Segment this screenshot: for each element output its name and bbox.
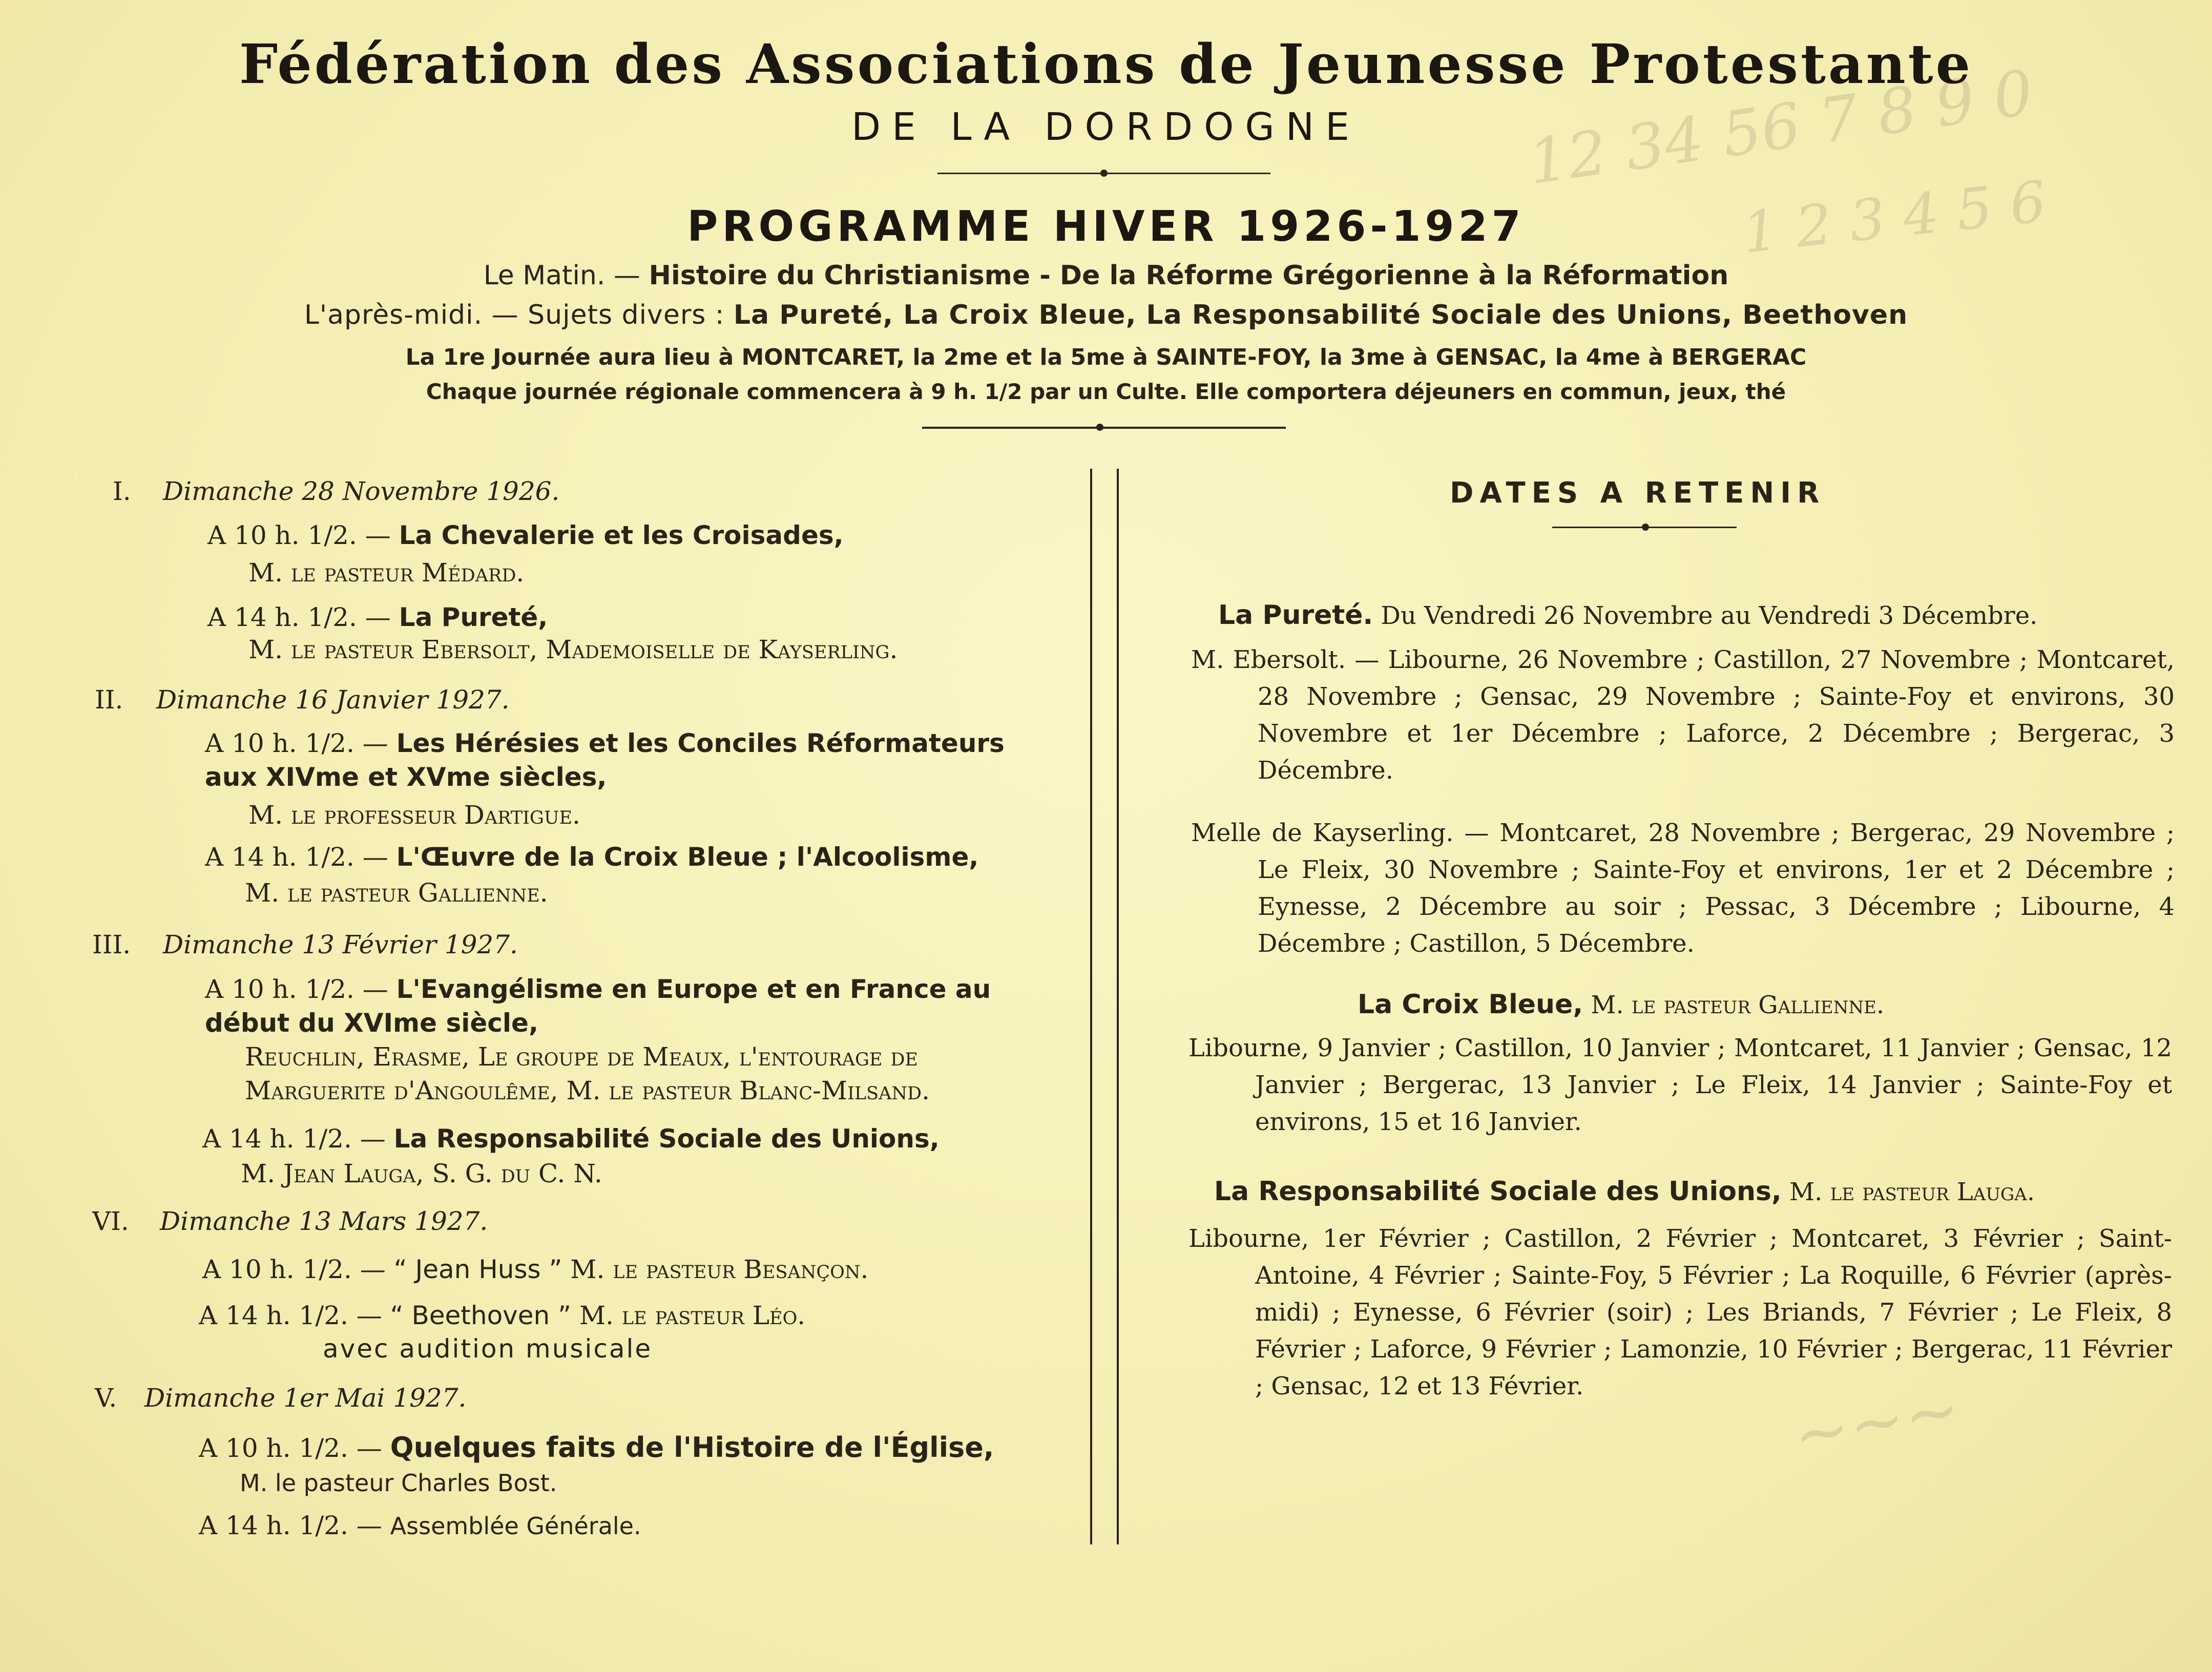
talk-title: Quelques faits de l'Histoire de l'Église,	[390, 1431, 994, 1464]
document-subtitle: DE LA DORDOGNE	[851, 105, 1361, 149]
talk-entry: A 10 h. 1/2. — Quelques faits de l'Histoire de l'Église,	[199, 1431, 994, 1464]
session-date: Dimanche 13 Février 1927.	[163, 930, 518, 959]
talk-title: “ Beethoven ”	[390, 1301, 572, 1330]
talk-entry: A 10 h. 1/2. — L'Evangélisme en Europe et en France au début du XVIme siècle,	[205, 974, 991, 1038]
talk-speaker: M. le pasteur Besançon.	[570, 1255, 869, 1284]
handwriting-bleed: 12 34 56 7 8 9 0	[1524, 57, 2038, 199]
column-divider	[1117, 469, 1119, 1544]
resp-header	[1214, 1173, 2116, 1210]
talk-entry: A 10 h. 1/2. — La Chevalerie et les Croisades,	[207, 520, 844, 550]
croix-header	[1358, 986, 2126, 1023]
talk-title: L'Evangélisme en Europe et en France au début du XVIme siècle,	[205, 974, 991, 1038]
session-number: III.	[92, 930, 131, 959]
session-date: Dimanche 28 Novembre 1926.	[163, 476, 560, 506]
morning-label: Le Matin. —	[483, 260, 640, 291]
talk-entry: A 10 h. 1/2. — “ Jean Huss ” M. le pasteur Besançon.	[202, 1255, 869, 1284]
talk-title: La Responsabilité Sociale des Unions,	[393, 1124, 940, 1154]
talk-entry: A 14 h. 1/2. — La Responsabilité Sociale des Unions,	[202, 1124, 940, 1154]
purete-range: Du Vendredi 26 Novembre au Vendredi 3 Décembre.	[1381, 601, 2038, 630]
talk-entry: A 14 h. 1/2. — Assemblée Générale.	[199, 1511, 641, 1540]
talk-entry: A 14 h. 1/2. — L'Œuvre de la Croix Bleue ; l'Alcoolisme,	[205, 842, 979, 872]
handwriting-bleed: ∼∼∼	[1787, 1369, 1966, 1475]
session-number: I.	[113, 476, 131, 506]
schedule-line: Chaque journée régionale commencera à 9 h. 1/2 par un Culte. Elle comportera déjeuners en commun, jeux, thé	[426, 379, 1786, 404]
croix-title: La Croix Bleue,	[1358, 989, 1583, 1020]
resp-speaker: M. le pasteur Lauga.	[1789, 1178, 2035, 1206]
purete-title: La Pureté.	[1218, 600, 1373, 631]
program-heading: PROGRAMME HIVER 1926-1927	[687, 202, 1525, 251]
talk-speaker: Assemblée Générale.	[390, 1512, 641, 1540]
croix-speaker: M. le pasteur Gallienne.	[1591, 991, 1885, 1019]
talk-entry: A 14 h. 1/2. — La Pureté,	[207, 602, 548, 632]
talk-speaker: M. le pasteur Charles Bost.	[240, 1469, 557, 1497]
talk-speaker: M. le pasteur Gallienne.	[245, 878, 548, 908]
talk-extra: avec audition musicale	[323, 1334, 653, 1364]
purete-header	[1218, 597, 2099, 634]
handwriting-bleed: 1 2 3 4 5 6	[1739, 169, 2049, 266]
talk-title: Les Hérésies et les Conciles Réformateurs aux XIVme et XVme siècles,	[205, 728, 1005, 792]
croix-schedule: Libourne, 9 Janvier ; Castillon, 10 Janvier ; Montcaret, 11 Janvier ; Gensac, 12 Janvier ; Bergerac, 13 Janvier ; Le Fleix, 14 Janvier ; Sainte-Foy et environs, 15 et 16 Janvier.	[1188, 1034, 2172, 1136]
talk-speaker: M. le professeur Dartigue.	[248, 800, 580, 830]
talk-speaker: M. Jean Lauga, S. G. du C. N.	[241, 1159, 602, 1188]
afternoon-line	[0, 300, 2212, 330]
session-date: Dimanche 13 Mars 1927.	[160, 1206, 488, 1236]
column-divider	[1090, 469, 1092, 1544]
session-number: V.	[95, 1383, 117, 1413]
session-date: Dimanche 16 Janvier 1927.	[156, 685, 510, 715]
afternoon-label: L'après-midi. — Sujets divers :	[304, 300, 725, 330]
talk-title: L'Œuvre de la Croix Bleue ; l'Alcoolisme,	[396, 842, 979, 872]
talk-entry: A 14 h. 1/2. — “ Beethoven ” M. le pasteur Léo.	[199, 1301, 806, 1330]
session-number: II.	[95, 685, 123, 715]
talk-speaker: M. le pasteur Ebersolt, Mademoiselle de Kayserling.	[248, 635, 898, 664]
talk-title: La Chevalerie et les Croisades,	[399, 520, 844, 550]
resp-title: La Responsabilité Sociale des Unions,	[1214, 1176, 1782, 1207]
talk-title: La Pureté,	[399, 602, 548, 632]
location-line: La 1re Journée aura lieu à MONTCARET, la 2me et la 5me à SAINTE-FOY, la 3me à GENSAC, la 4me à BERGERAC	[405, 344, 1807, 370]
talk-title: “ Jean Huss ”	[393, 1255, 562, 1284]
ebersolt-schedule: M. Ebersolt. — Libourne, 26 Novembre ; Castillon, 27 Novembre ; Montcaret, 28 Novembre ; Gensac, 29 Novembre ; Sainte-Foy et environs, 30 Novembre et 1er Décembre ; Laforce, 2 Décembre ; Bergerac, 3 Décembre.	[1191, 645, 2175, 785]
talk-entry: A 10 h. 1/2. — Les Hérésies et les Conciles Réformateurs aux XIVme et XVme siècles,	[205, 728, 1005, 792]
talk-speaker: M. le pasteur Médard.	[248, 558, 525, 588]
afternoon-text: La Pureté, La Croix Bleue, La Responsabilité Sociale des Unions, Beethoven	[733, 300, 1908, 330]
resp-schedule: Libourne, 1er Février ; Castillon, 2 Février ; Montcaret, 3 Février ; Saint-Antoine, 4 Février ; Sainte-Foy, 5 Février ; La Roquille, 6 Février (après-midi) ; Eynesse, 6 Février (soir) ; Les Briands, 7 Février ; Le Fleix, 8 Février ; Laforce, 9 Février ; Lamonzie, 10 Février ; Bergerac, 11 Février ; Gensac, 12 et 13 Février.	[1188, 1224, 2172, 1401]
session-date: Dimanche 1er Mai 1927.	[144, 1383, 467, 1413]
session-number: VI.	[92, 1206, 129, 1236]
document-title: Fédération des Associations de Jeunesse Protestante	[239, 32, 1973, 96]
dates-heading: DATES A RETENIR	[1450, 476, 1826, 510]
kayserling-schedule: Melle de Kayserling. — Montcaret, 28 Novembre ; Bergerac, 29 Novembre ; Le Fleix, 30 Novembre ; Sainte-Foy et environs, 1er et 2 Décembre ; Eynesse, 2 Décembre au soir ; Pessac, 3 Décembre ; Libourne, 4 Décembre ; Castillon, 5 Décembre.	[1191, 819, 2175, 958]
morning-text: Histoire du Christianisme - De la Réforme Grégorienne à la Réformation	[649, 260, 1729, 291]
talk-speaker: M. le pasteur Léo.	[579, 1301, 806, 1330]
morning-line	[0, 260, 2212, 291]
talk-speaker: Reuchlin, Erasme, Le groupe de Meaux, l'entourage de Marguerite d'Angoulême, M. le pasteur Blanc-Milsand.	[245, 1042, 930, 1105]
